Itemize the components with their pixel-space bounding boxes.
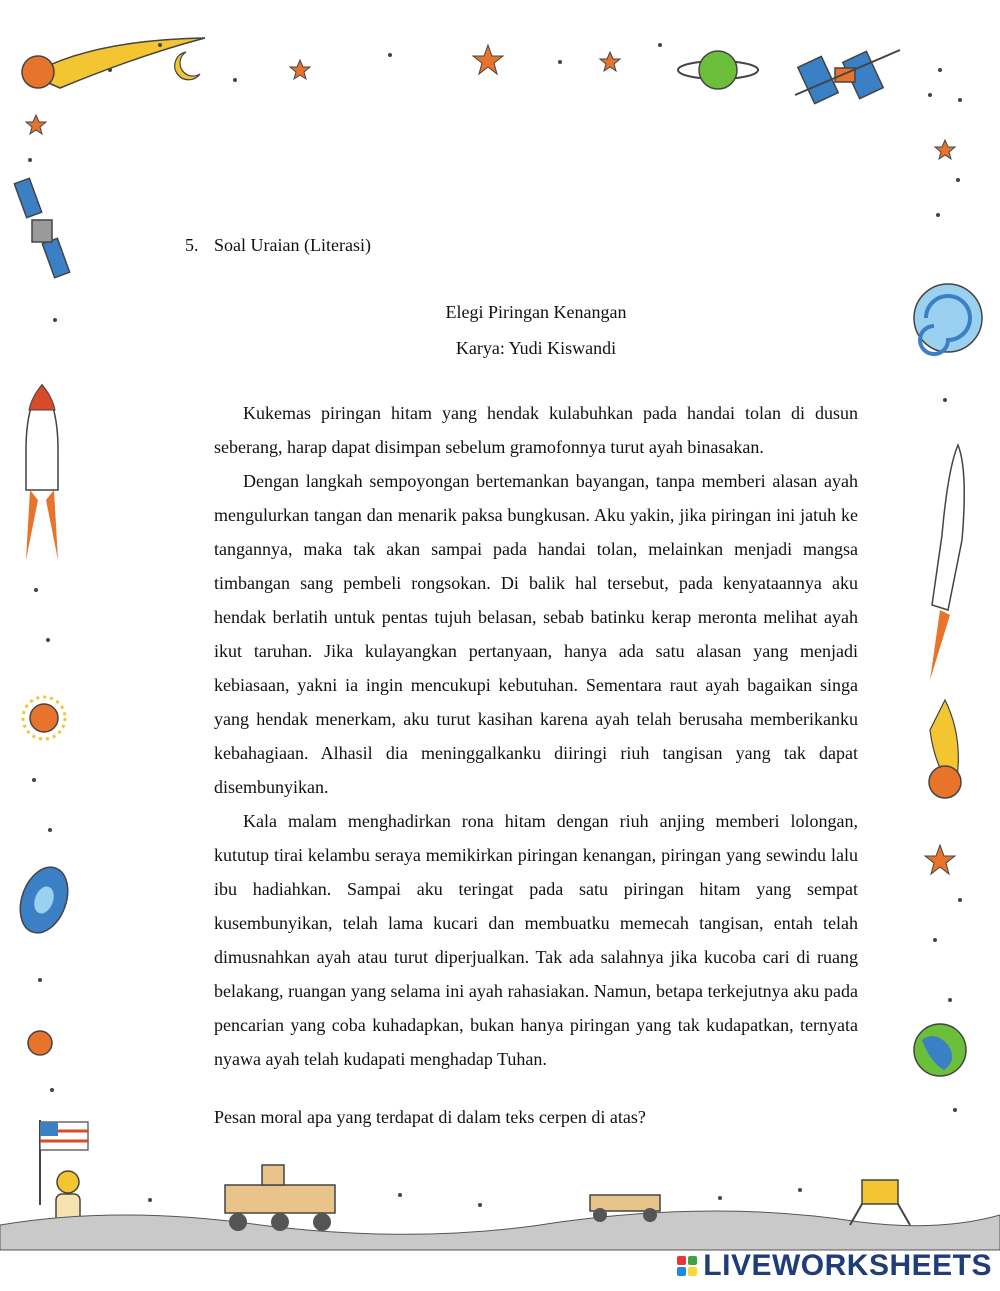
question-prompt: Pesan moral apa yang terdapat di dalam teks cerpen di atas? — [214, 1107, 646, 1127]
story-paragraph: Dengan langkah sempoyongan bertemankan bayangan, tanpa memberi alasan ayah mengulurkan tangan dan menarik paksa bungkusan. Aku yakin, jika piringan ini jatuh ke tangannya, maka tak akan sampai pada handai tolan, melainkan menjadi mangsa timbangan sang pembeli rongsokan. Di balik hal tersebut, pada kenyataannya aku hendak berlatih untuk pentas tujuh belasan, sebab batinku kerap meronta melihat ayah ikut taruhan. Jika kulayangkan pertanyaan, hanya ada satu alasan yang menjadi kebiasaan, yakni ia ingin mencukupi kebutuhan. Sementara raut ayah bagaikan singa yang hendak menerkam, aku turut kasihan karena ayah telah berusaha memberikanku kebahagiaan. Alhasil dia meninggalkanku diiringi riuh tangisan yang tak dapat disembunyikan. — [214, 471, 858, 797]
brand-name: LIVEWORKSHEETS — [703, 1249, 992, 1282]
logo-square — [677, 1256, 686, 1265]
story-paragraph: Kukemas piringan hitam yang hendak kulabuhkan pada handai tolan di dusun seberang, harap dapat disimpan sebelum gramofonnya turut ayah binasakan. — [214, 403, 858, 457]
question-number: 5. — [185, 235, 199, 255]
story-title: Elegi Piringan Kenangan — [445, 302, 627, 322]
logo-square — [688, 1256, 697, 1265]
story-author: Karya: Yudi Kiswandi — [455, 338, 617, 358]
liveworksheets-logo-icon — [677, 1256, 697, 1276]
brand-watermark — [677, 1249, 992, 1283]
logo-square — [688, 1267, 697, 1276]
story-paragraph: Kala malam menghadirkan rona hitam dengan riuh anjing memberi lolongan, kututup tirai kelambu seraya memikirkan piringan kenangan, piringan yang sewindu lalu ibu hadiahkan. Sampai aku teringat pada satu piringan hitam yang sempat kusembunyikan, telah lama kucari dan membuatku memecah tangisan, entah telah dimusnahkan ayah atau turut diperjualkan. Tak ada salahnya jika kucoba cari di ruang belakang, ruangan yang selama ini ayah rahasiakan. Namun, betapa terkejutnya aku pada pencarian yang coba kuhadapkan, bukan hanya piringan yang tak kudapatkan, ternyata nyawa ayah telah kudapati menghadap Tuhan. — [214, 811, 858, 1069]
question-heading: Soal Uraian (Literasi) — [214, 235, 371, 255]
logo-square — [677, 1267, 686, 1276]
story-body — [214, 396, 858, 1076]
